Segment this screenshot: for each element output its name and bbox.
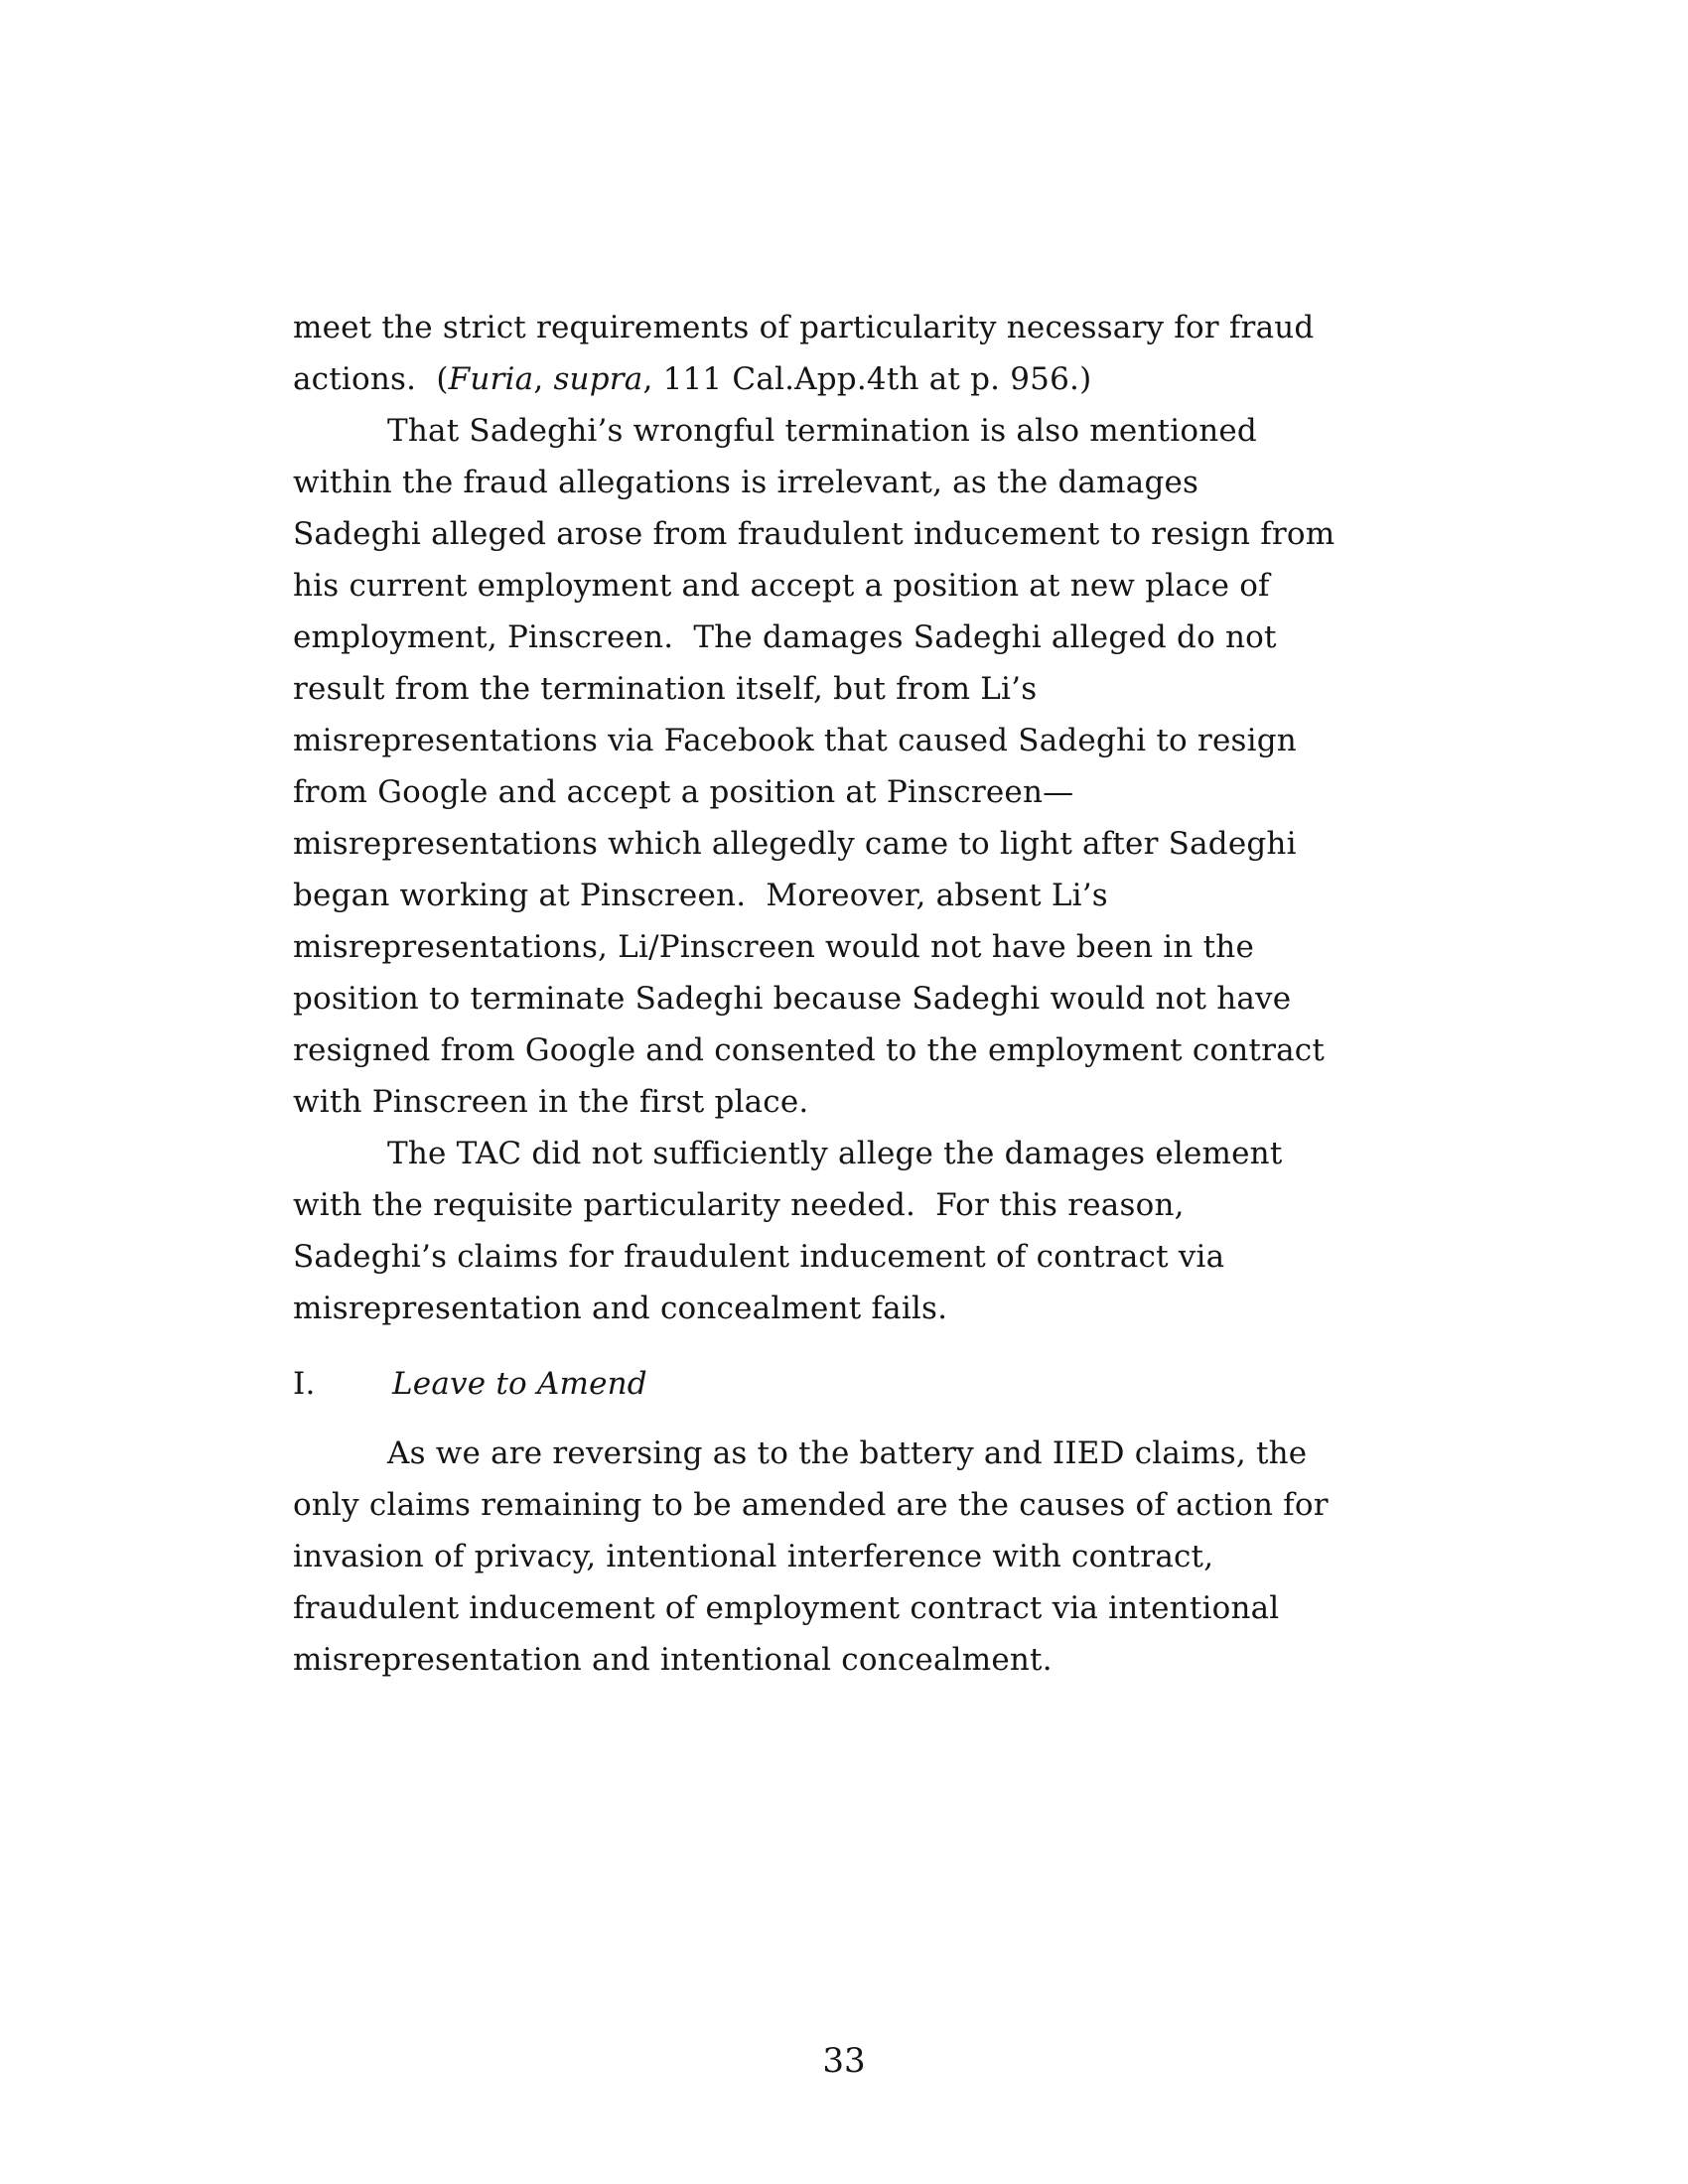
text-line xyxy=(293,1283,1395,1334)
text-segment: , xyxy=(533,361,554,397)
text-segment: Sadeghi’s claims for fraudulent inducement of contract via xyxy=(293,1239,1225,1275)
section-heading xyxy=(293,1358,1395,1410)
text-line xyxy=(293,1428,1395,1479)
text-segment: misrepresentation and intentional concealment. xyxy=(293,1642,1053,1678)
text-segment: only claims remaining to be amended are the causes of action for xyxy=(293,1487,1329,1523)
text-segment: with the requisite particularity needed. For this reason, xyxy=(293,1187,1185,1223)
text-segment: Furia xyxy=(448,361,534,397)
text-line xyxy=(293,921,1395,973)
text-segment: result from the termination itself, but from Li’s xyxy=(293,671,1038,707)
document-body xyxy=(293,302,1395,1686)
text-segment: invasion of privacy, intentional interference with contract, xyxy=(293,1539,1214,1574)
text-segment: actions. ( xyxy=(293,361,449,397)
text-segment: supra xyxy=(553,361,643,397)
text-line xyxy=(293,1231,1395,1283)
text-segment: resigned from Google and consented to the employment contract xyxy=(293,1032,1326,1068)
text-segment: Sadeghi alleged arose from fraudulent inducement to resign from xyxy=(293,516,1336,552)
text-line xyxy=(293,353,1395,405)
text-segment: , 111 Cal.App.4th at p. 956.) xyxy=(642,361,1092,397)
text-segment: fraudulent inducement of employment contract via intentional xyxy=(293,1590,1280,1626)
text-line xyxy=(293,663,1395,715)
text-segment: As we are reversing as to the battery and IIED claims, the xyxy=(387,1435,1308,1471)
text-line xyxy=(293,1179,1395,1231)
text-segment: The TAC did not sufficiently allege the damages element xyxy=(387,1136,1283,1171)
page-footer xyxy=(0,2035,1688,2087)
text-line xyxy=(293,1479,1395,1531)
text-segment: meet the strict requirements of particularity necessary for fraud xyxy=(293,310,1315,345)
text-line xyxy=(293,766,1395,818)
text-line xyxy=(293,715,1395,766)
text-segment: from Google and accept a position at Pinscreen— xyxy=(293,774,1074,810)
text-segment: misrepresentations via Facebook that caused Sadeghi to resign xyxy=(293,723,1297,758)
text-segment: misrepresentations, Li/Pinscreen would not have been in the xyxy=(293,929,1254,965)
heading-number: I. xyxy=(293,1366,316,1402)
text-line xyxy=(293,560,1395,612)
text-segment: within the fraud allegations is irrelevant, as the damages xyxy=(293,465,1199,500)
text-line xyxy=(293,302,1395,353)
text-line xyxy=(293,973,1395,1024)
text-line xyxy=(293,1531,1395,1582)
text-segment: position to terminate Sadeghi because Sadeghi would not have xyxy=(293,981,1292,1017)
text-line xyxy=(293,612,1395,663)
text-line xyxy=(293,1634,1395,1686)
text-line xyxy=(293,1582,1395,1634)
text-line xyxy=(293,1076,1395,1128)
text-segment: employment, Pinscreen. The damages Sadeghi alleged do not xyxy=(293,619,1277,655)
text-line xyxy=(293,1024,1395,1076)
heading-title: Leave to Amend xyxy=(392,1366,647,1402)
text-segment: misrepresentations which allegedly came to light after Sadeghi xyxy=(293,826,1297,862)
text-segment: misrepresentation and concealment fails. xyxy=(293,1291,948,1326)
text-line xyxy=(293,508,1395,560)
text-line xyxy=(293,457,1395,508)
text-segment: That Sadeghi’s wrongful termination is also mentioned xyxy=(387,413,1257,449)
text-line xyxy=(293,818,1395,870)
text-line xyxy=(293,870,1395,921)
text-segment: his current employment and accept a position at new place of xyxy=(293,568,1270,604)
page-number: 33 xyxy=(822,2041,866,2081)
text-segment: began working at Pinscreen. Moreover, absent Li’s xyxy=(293,878,1108,913)
text-line xyxy=(293,405,1395,457)
text-line xyxy=(293,1128,1395,1179)
text-segment: with Pinscreen in the first place. xyxy=(293,1084,809,1120)
